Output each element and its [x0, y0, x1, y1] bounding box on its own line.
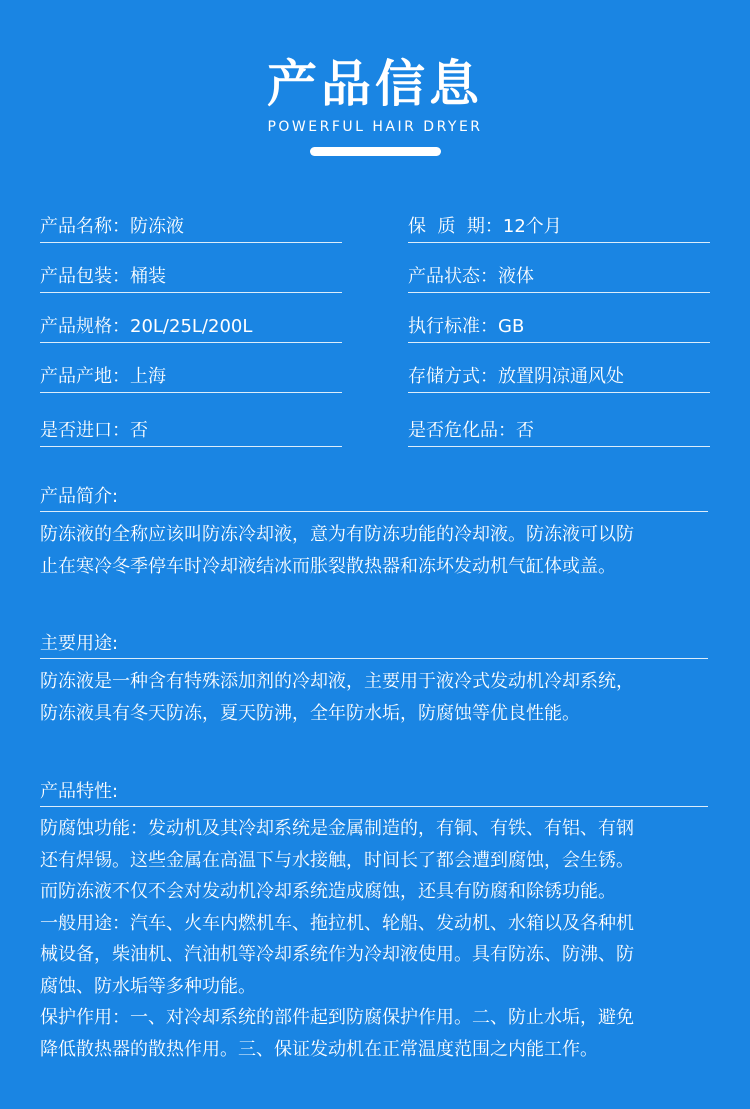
paragraph-line: 止在寒冷冬季停车时冷却液结冰而胀裂散热器和冻坏发动机气缸体或盖。	[40, 555, 616, 577]
field-label: 保 质 期：	[408, 216, 503, 237]
field-label: 是否危化品：	[408, 420, 516, 441]
field-value: 20L/25L/200L	[130, 316, 253, 337]
field-state	[408, 262, 710, 293]
field-label: 产品产地：	[40, 366, 130, 387]
paragraph-line: 一般用途：汽车、火车内燃机车、拖拉机、轮船、发动机、水箱以及各种机	[40, 912, 634, 934]
paragraph-line: 腐蚀、防水垢等多种功能。	[40, 975, 256, 997]
field-label: 产品名称：	[40, 216, 130, 237]
field-value: 液体	[498, 266, 534, 287]
field-storage	[408, 362, 710, 393]
paragraph-line: 还有焊锡。这些金属在高温下与水接触，时间长了都会遭到腐蚀，会生锈。	[40, 849, 634, 871]
field-origin	[40, 362, 342, 393]
field-value: 否	[516, 420, 534, 441]
field-label: 执行标准：	[408, 316, 498, 337]
field-value: GB	[498, 316, 525, 337]
field-specification	[40, 312, 342, 343]
page-title: 产品信息	[267, 55, 483, 113]
section-heading-usage: 主要用途:	[40, 630, 708, 659]
paragraph-line: 械设备，柴油机、汽油机等冷却系统作为冷却液使用。具有防冻、防沸、防	[40, 944, 634, 965]
field-shelf-life	[408, 212, 710, 243]
section-heading-introduction: 产品简介:	[40, 483, 708, 512]
page-subtitle: POWERFUL HAIR DRYER	[267, 119, 483, 135]
field-imported	[40, 416, 342, 447]
field-product-name	[40, 212, 342, 243]
field-label: 是否进口：	[40, 420, 130, 441]
field-value: 上海	[130, 366, 166, 387]
field-hazardous	[408, 416, 710, 447]
paragraph-line: 防冻液是一种含有特殊添加剂的冷却液，主要用于液冷式发动机冷却系统，	[40, 671, 634, 692]
field-value: 防冻液	[130, 216, 184, 237]
field-value: 12个月	[502, 216, 562, 237]
field-label: 产品状态：	[408, 266, 498, 287]
field-label: 产品规格：	[40, 316, 130, 337]
field-label: 产品包装：	[40, 266, 130, 287]
field-standard	[408, 312, 710, 343]
section-heading-features: 产品特性:	[40, 778, 708, 807]
title-underline-bar	[310, 147, 441, 156]
paragraph-line: 降低散热器的散热作用。三、保证发动机在正常温度范围之内能工作。	[40, 1038, 598, 1060]
paragraph-line: 而防冻液不仅不会对发动机冷却系统造成腐蚀，还具有防腐和除锈功能。	[40, 881, 616, 902]
field-packaging	[40, 262, 342, 293]
section-body-introduction	[40, 519, 712, 582]
field-value: 桶装	[130, 266, 166, 287]
paragraph-line: 防冻液的全称应该叫防冻冷却液，意为有防冻功能的冷却液。防冻液可以防	[40, 524, 634, 545]
field-value: 否	[130, 420, 148, 441]
field-value: 放置阴凉通风处	[498, 366, 624, 387]
section-body-usage	[40, 666, 712, 729]
paragraph-line: 保护作用：一、对冷却系统的部件起到防腐保护作用。二、防止水垢，避免	[40, 1007, 634, 1028]
paragraph-line: 防腐蚀功能：发动机及其冷却系统是金属制造的，有铜、有铁、有铝、有钢	[40, 818, 634, 839]
section-body-features	[40, 813, 712, 1065]
field-label: 存储方式：	[408, 366, 498, 387]
paragraph-line: 防冻液具有冬天防冻，夏天防沸，全年防水垢，防腐蚀等优良性能。	[40, 702, 580, 724]
